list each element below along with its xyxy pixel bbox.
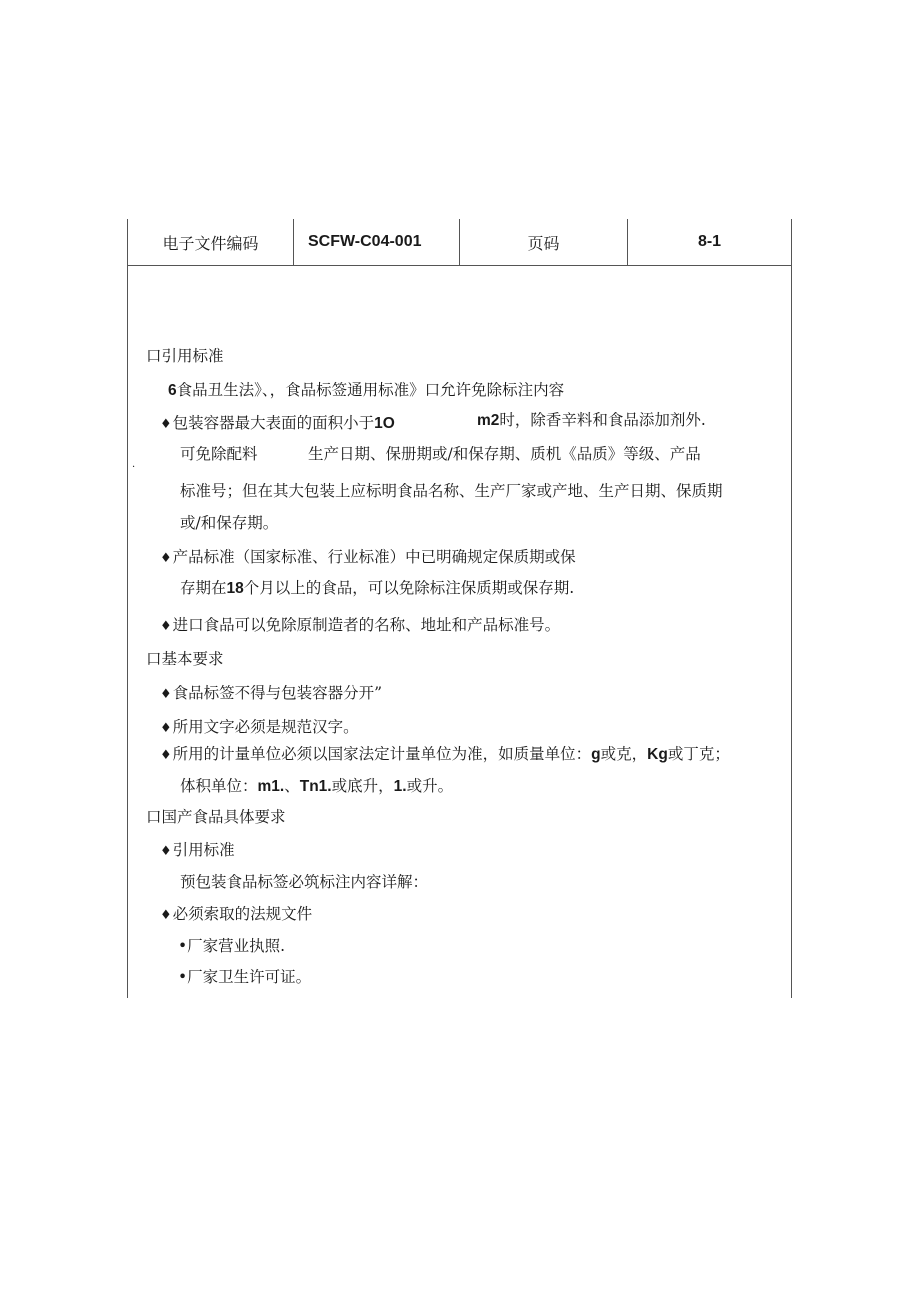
cited-item-packaging-area-cont: m2时，除香辛料和食品添加剂外.	[477, 411, 706, 429]
basic-item-label-attached: ♦食品标签不得与包装容器分开”	[160, 684, 383, 702]
domestic-item-cited-standard: ♦引用标准	[160, 841, 235, 859]
basic-requirements-heading: 口基本要求	[146, 650, 224, 668]
basic-item-chinese-text: ♦所用文字必须是规范汉字。	[160, 718, 359, 736]
frame-right-border	[791, 219, 792, 998]
cited-item-packaging-area: ♦包装容器最大表面的面积小于1O	[160, 414, 395, 432]
domestic-item-required-documents: ♦必须索取的法规文件	[160, 905, 313, 923]
frame-left-border	[127, 219, 128, 998]
cited-item-shelf-life: 存期在18个月以上的食品，可以免除标注保质期或保存期.	[180, 579, 575, 597]
domestic-item-label-content: 预包装食品标签必筑标注内容详解：	[180, 873, 429, 891]
cited-standard-heading: 口引用标准	[146, 347, 224, 365]
header-page-label: 页码	[527, 233, 560, 253]
domestic-sub-hygiene-permit: •厂家卫生许可证。	[178, 968, 312, 986]
cited-item-imported-food: ♦进口食品可以免除原制造者的名称、地址和产品标准号。	[160, 616, 561, 634]
stray-mark: ·	[132, 462, 136, 473]
header-page-value: 8-1	[697, 233, 722, 250]
basic-item-measurement-units: ♦所用的计量单位必须以国家法定计量单位为准，如质量单位：g或克，Kg或丁克；	[160, 745, 730, 763]
basic-item-volume-units: 体积单位：m1.、Tn1.或底升，1.或升。	[180, 777, 454, 795]
cited-item-exempt-ingredients: 可免除配料	[180, 445, 258, 463]
header-code-label: 电子文件编码	[162, 233, 259, 253]
cited-item-product-standard: ♦产品标准（国家标准、行业标准）中已明确规定保质期或保	[160, 548, 576, 566]
header-code-value: SCFW-C04-001	[308, 233, 422, 250]
cited-standard-line1: 6食品丑生法》、，食品标签通用标准》口允许免除标注内容	[168, 381, 565, 399]
cited-item-exempt-list: 生产日期、保册期或/和保存期、质机《品质》等级、产品	[308, 445, 701, 463]
domestic-sub-business-license: •厂家营业执照.	[178, 937, 286, 955]
cited-item-standard-number: 标准号；但在其大包装上应标明食品名称、生产厂家或产地、生产日期、保质期	[180, 482, 723, 500]
header-bottom-border	[127, 265, 792, 266]
cited-item-storage-period: 或/和保存期。	[180, 514, 279, 532]
domestic-requirements-heading: 口国产食品具体要求	[146, 808, 286, 826]
